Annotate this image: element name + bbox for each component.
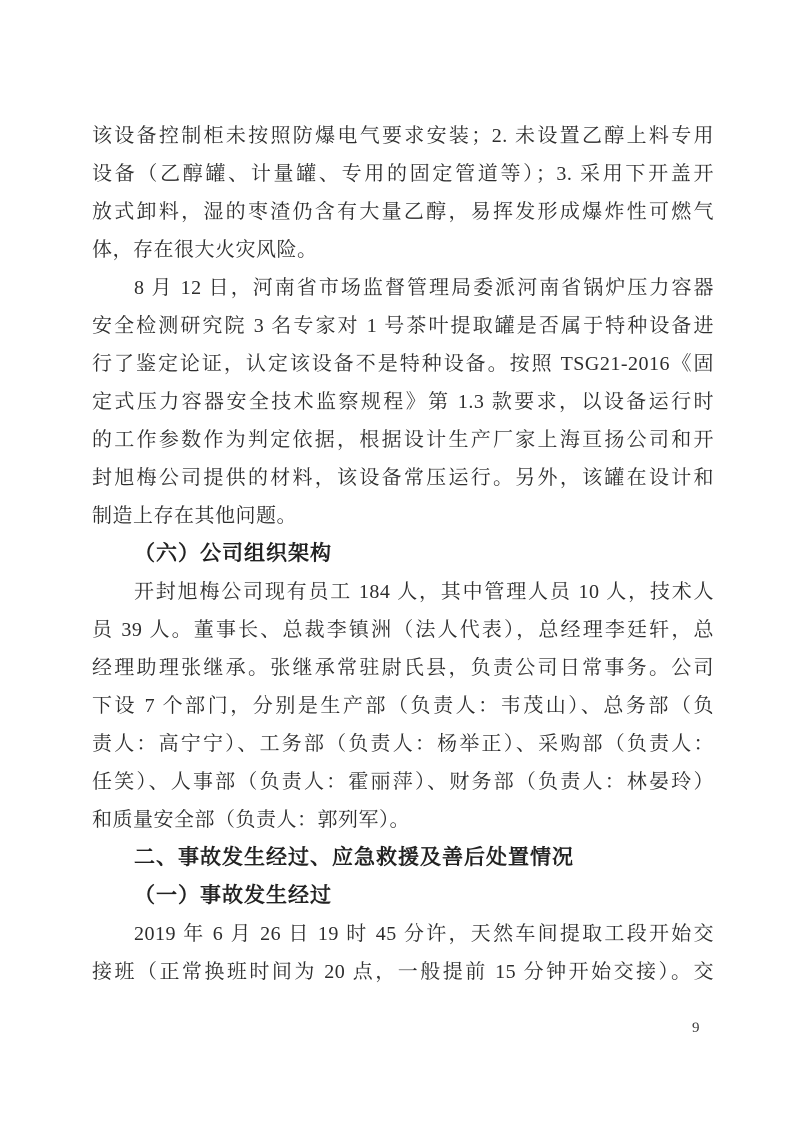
text-line: 8 月 12 日，河南省市场监督管理局委派河南省锅炉压力容器 [134, 277, 714, 299]
text-line: 行了鉴定论证，认定该设备不是特种设备。按照 TSG21-2016《固 [92, 353, 714, 375]
text-line: 经理助理张继承。张继承常驻尉氏县，负责公司日常事务。公司 [92, 657, 714, 679]
text-line: 和质量安全部（负责人：郭列军）。 [92, 809, 410, 831]
section-heading: 二、事故发生经过、应急救援及善后处置情况 [134, 846, 574, 869]
text-line: 制造上存在其他问题。 [92, 505, 297, 527]
section-heading: （六）公司组织架构 [134, 542, 332, 565]
text-line: 开封旭梅公司现有员工 184 人，其中管理人员 10 人，技术人 [134, 581, 714, 603]
text-line: 2019 年 6 月 26 日 19 时 45 分许，天然车间提取工段开始交 [134, 923, 714, 945]
text-line: 定式压力容器安全技术监察规程》第 1.3 款要求，以设备运行时 [92, 391, 714, 413]
text-line: 的工作参数作为判定依据，根据设计生产厂家上海亘扬公司和开 [92, 429, 714, 451]
text-line: 设备（乙醇罐、计量罐、专用的固定管道等）；3. 采用下开盖开 [92, 163, 714, 185]
text-line: 安全检测研究院 3 名专家对 1 号茶叶提取罐是否属于特种设备进 [92, 315, 714, 337]
text-line: 责人：高宁宁）、工务部（负责人：杨举正）、采购部（负责人： [92, 733, 714, 755]
document-body [92, 117, 714, 991]
text-line: 员 39 人。董事长、总裁李镇洲（法人代表），总经理李廷轩，总 [92, 619, 714, 641]
text-line: 放式卸料，湿的枣渣仍含有大量乙醇，易挥发形成爆炸性可燃气 [92, 201, 714, 223]
text-line: 接班（正常换班时间为 20 点，一般提前 15 分钟开始交接）。交 [92, 961, 714, 983]
page-number: 9 [692, 1020, 700, 1036]
text-line: 该设备控制柜未按照防爆电气要求安装；2. 未设置乙醇上料专用 [92, 125, 714, 147]
section-heading: （一）事故发生经过 [134, 884, 332, 907]
text-line: 下设 7 个部门，分别是生产部（负责人：韦茂山）、总务部（负 [92, 695, 714, 717]
text-line: 封旭梅公司提供的材料，该设备常压运行。另外，该罐在设计和 [92, 467, 714, 489]
text-line: 体，存在很大火灾风险。 [92, 239, 318, 261]
text-line: 任笑）、人事部（负责人：霍丽萍）、财务部（负责人：林晏玲） [92, 771, 714, 793]
